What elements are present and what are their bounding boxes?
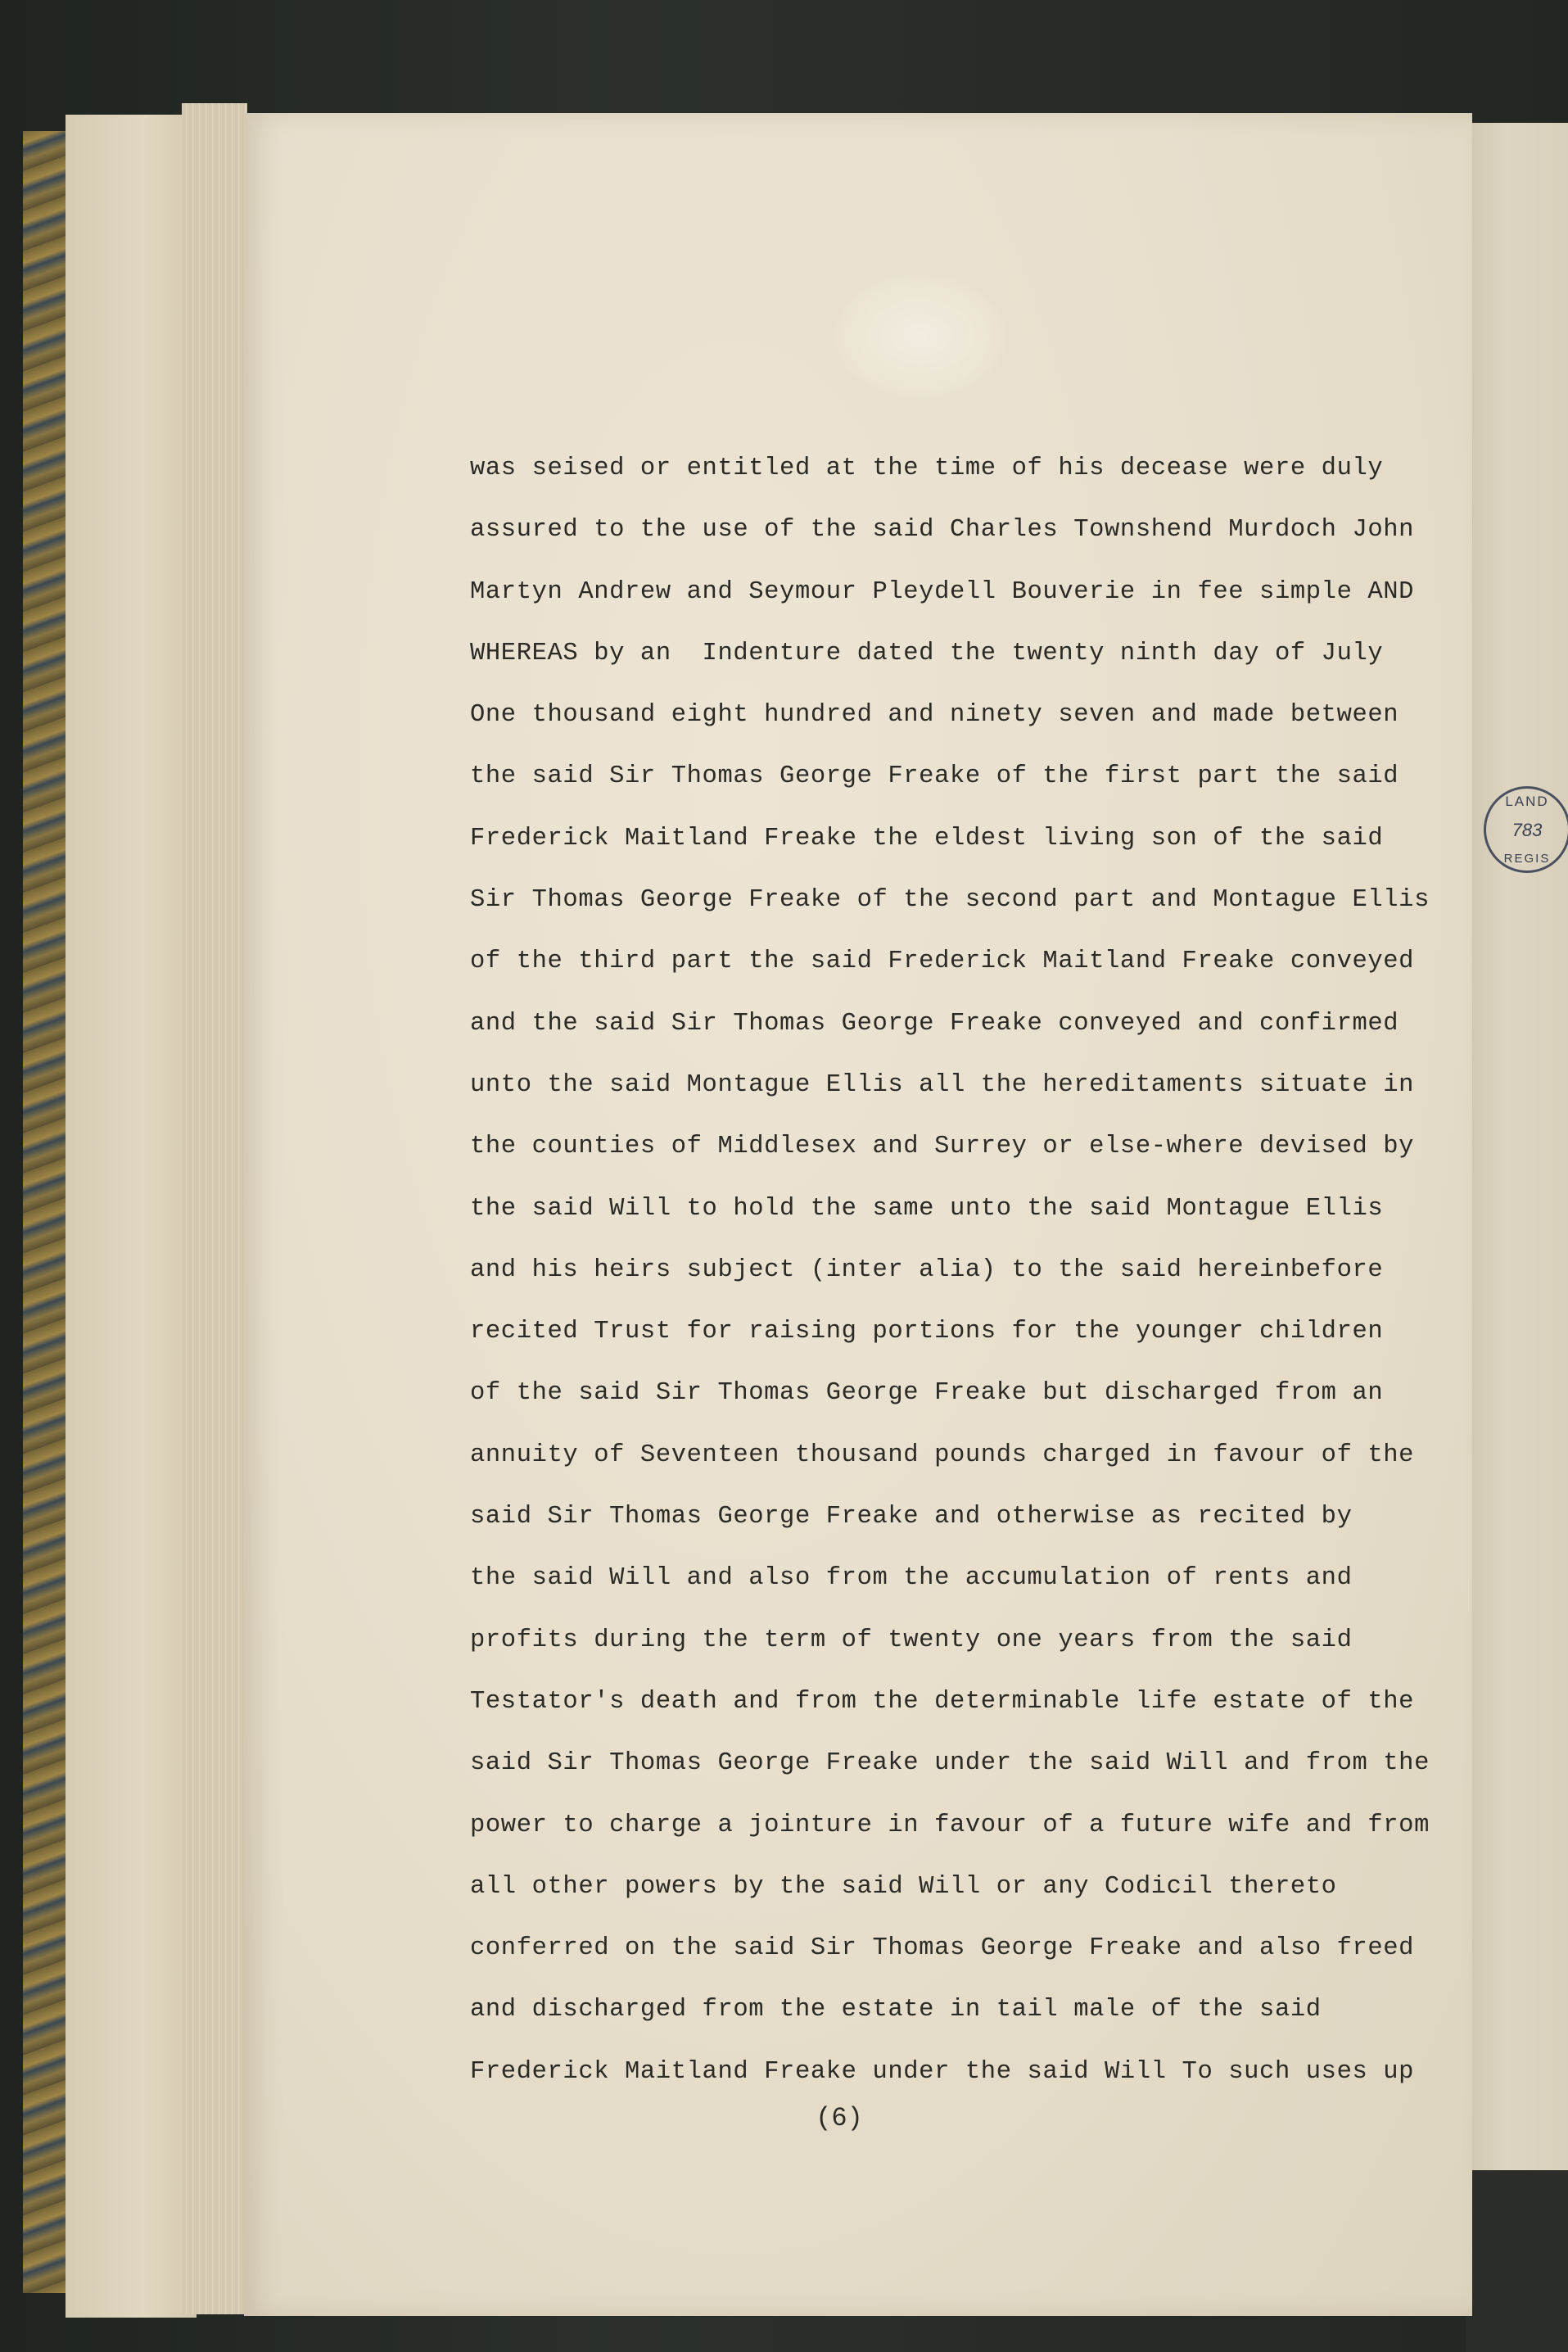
text-line: and the said Sir Thomas George Freake conveyed and confirmed [470, 1009, 1399, 1038]
text-line: the said Sir Thomas George Freake of the first part the said [470, 762, 1399, 791]
text-line: profits during the term of twenty one years from the said [470, 1626, 1353, 1654]
text-line: and his heirs subject (inter alia) to the said hereinbefore [470, 1255, 1384, 1284]
text-line: the said Will to hold the same unto the said Montague Ellis [470, 1194, 1384, 1223]
marbled-spine [23, 131, 72, 2293]
text-line: all other powers by the said Will or any Codicil thereto [470, 1872, 1337, 1901]
embossed-seal [835, 274, 1007, 397]
page-stack-edge [182, 103, 247, 2314]
text-line: Sir Thomas George Freake of the second part and Montague Ellis [470, 886, 1430, 915]
text-line: Martyn Andrew and Seymour Pleydell Bouverie in fee simple AND [470, 577, 1415, 606]
text-line: conferred on the said Sir Thomas George Freake and also freed [470, 1934, 1415, 1963]
inner-cover-board [66, 115, 197, 2318]
text-line: of the third part the said Frederick Maitland Freake conveyed [470, 948, 1415, 976]
text-line: said Sir Thomas George Freake and otherwise as recited by [470, 1503, 1353, 1531]
adjacent-page-shadow [1466, 2170, 1568, 2352]
text-line: the said Will and also from the accumulation of rents and [470, 1564, 1353, 1593]
page-number: (6) [816, 2103, 863, 2133]
text-line: unto the said Montague Ellis all the hereditaments situate in [470, 1070, 1415, 1099]
text-line: annuity of Seventeen thousand pounds charged in favour of the [470, 1441, 1415, 1469]
text-line: Frederick Maitland Freake the eldest living son of the said [470, 824, 1384, 853]
stamp-number: 783 [1512, 820, 1543, 840]
document-body [470, 438, 1467, 2103]
land-registry-stamp [1484, 786, 1568, 873]
text-line: One thousand eight hundred and ninety seven and made between [470, 701, 1399, 730]
text-line: of the said Sir Thomas George Freake but discharged from an [470, 1379, 1384, 1408]
text-line: WHEREAS by an Indenture dated the twenty ninth day of July [470, 639, 1384, 667]
adjacent-page [1466, 123, 1568, 2170]
stamp-top-text: LAND [1505, 794, 1549, 809]
text-line: the counties of Middlesex and Surrey or else-where devised by [470, 1133, 1415, 1161]
text-line: power to charge a jointure in favour of a future wife and from [470, 1811, 1430, 1839]
text-line: Testator's death and from the determinable life estate of the [470, 1687, 1415, 1716]
text-line: said Sir Thomas George Freake under the said Will and from the [470, 1749, 1430, 1778]
text-line: recited Trust for raising portions for the younger children [470, 1318, 1384, 1346]
text-line: assured to the use of the said Charles Townshend Murdoch John [470, 516, 1415, 545]
stamp-bottom-text: REGIS [1503, 852, 1551, 866]
text-line: Frederick Maitland Freake under the said Will To such uses up [470, 2057, 1415, 2086]
text-line: was seised or entitled at the time of his decease were duly [470, 455, 1384, 482]
text-line: and discharged from the estate in tail male of the said [470, 1996, 1322, 2024]
